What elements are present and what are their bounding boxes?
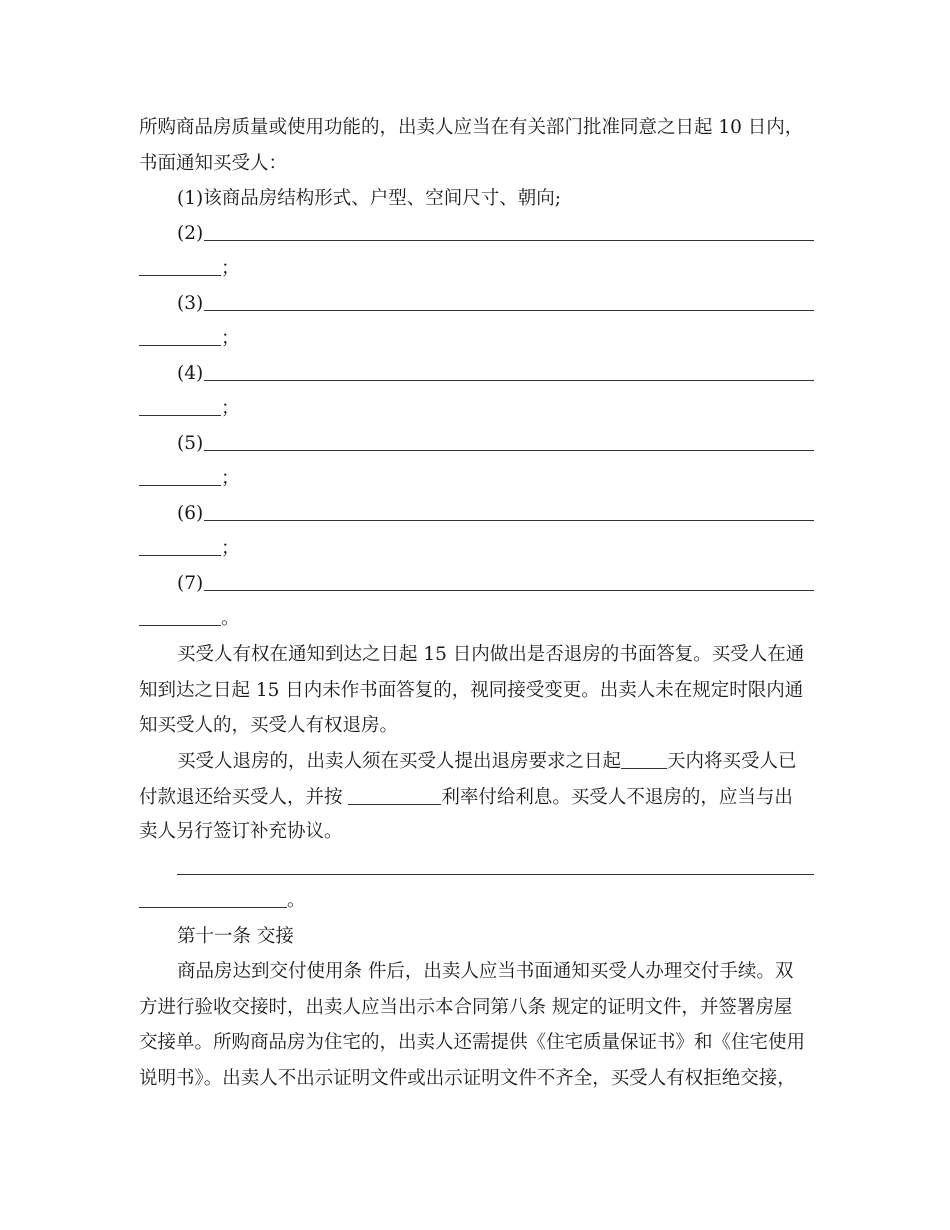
fill-in-blank <box>204 310 814 311</box>
fill-in-item-7 <box>177 573 814 595</box>
fill-in-item-6-tail <box>139 538 240 560</box>
list-item-1: (1)该商品房结构形式、户型、空间尺寸、朝向; <box>177 188 561 209</box>
fill-in-blank <box>204 380 814 381</box>
paragraph-line: 交接单。所购商品房为住宅的，出卖人还需提供《住宅质量保证书》和《住宅使用 <box>139 1032 806 1053</box>
fill-in-blank <box>139 555 221 556</box>
item-end-punct: ； <box>221 398 240 419</box>
fill-in-blank <box>139 625 221 626</box>
fill-in-item-3 <box>177 293 814 315</box>
item-end-punct: 。 <box>287 890 306 911</box>
paragraph-line <box>177 750 814 772</box>
fill-in-item-5 <box>177 433 814 455</box>
paragraph-line: 方进行验收交接时，出卖人应当出示本合同第八条 规定的证明文件，并签署房屋 <box>139 997 793 1018</box>
item-end-punct: ； <box>221 328 240 349</box>
item-end-punct: 。 <box>221 608 240 629</box>
text-span: 利率付给利息。买受人不退房的，应当与出 <box>441 787 793 808</box>
extra-clause-tail <box>139 890 306 912</box>
fill-in-item-3-tail <box>139 328 240 350</box>
fill-in-item-7-tail <box>139 608 240 630</box>
fill-in-blank <box>204 450 814 451</box>
item-end-punct: ； <box>221 538 240 559</box>
fill-in-item-5-tail <box>139 468 240 490</box>
item-number: (6) <box>177 503 204 524</box>
fill-in-item-6 <box>177 503 814 525</box>
item-end-punct: ； <box>221 468 240 489</box>
text-span: 付款退还给买受人，并按 <box>139 787 349 808</box>
fill-in-item-2 <box>177 223 814 245</box>
paragraph-line: 知买受人的，买受人有权退房。 <box>139 715 399 736</box>
paragraph-line: 卖人另行签订补充协议。 <box>139 821 343 842</box>
fill-in-blank <box>204 590 814 591</box>
fill-in-blank <box>204 520 814 521</box>
fill-in-item-2-tail <box>139 258 240 280</box>
fill-in-item-4-tail <box>139 398 240 420</box>
item-number: (3) <box>177 293 204 314</box>
fill-in-blank <box>204 240 814 241</box>
paragraph-line: 书面通知买受人： <box>139 153 288 174</box>
paragraph-line: 知到达之日起 15 日内未作书面答复的，视同接受变更。出卖人未在规定时限内通 <box>139 680 804 701</box>
article-heading: 第十一条 交接 <box>177 926 294 947</box>
paragraph-line: 说明书》。出卖人不出示证明文件或出示证明文件不齐全，买受人有权拒绝交接， <box>139 1068 796 1089</box>
fill-in-blank <box>139 415 221 416</box>
item-number: (4) <box>177 363 204 384</box>
text-span: 天内将买受人已 <box>667 751 797 772</box>
paragraph-line: 买受人有权在通知到达之日起 15 日内做出是否退房的书面答复。买受人在通 <box>177 644 805 665</box>
item-end-punct: ； <box>221 258 240 279</box>
item-number: (7) <box>177 573 204 594</box>
fill-in-blank <box>621 750 667 769</box>
paragraph-line: 商品房达到交付使用条 件后，出卖人应当书面通知买受人办理交付手续。双 <box>177 961 794 982</box>
text-span: 买受人退房的，出卖人须在买受人提出退房要求之日起 <box>177 751 622 772</box>
fill-in-blank <box>139 275 221 276</box>
fill-in-blank <box>139 345 221 346</box>
fill-in-blank <box>177 874 814 875</box>
item-number: (5) <box>177 433 204 454</box>
fill-in-blank <box>139 907 287 908</box>
paragraph-line: 所购商品房质量或使用功能的，出卖人应当在有关部门批准同意之日起 10 日内， <box>139 117 804 138</box>
item-number: (2) <box>177 223 204 244</box>
paragraph-line <box>139 786 814 808</box>
fill-in-blank <box>139 485 221 486</box>
fill-in-blank <box>348 786 441 805</box>
fill-in-item-4 <box>177 363 814 385</box>
